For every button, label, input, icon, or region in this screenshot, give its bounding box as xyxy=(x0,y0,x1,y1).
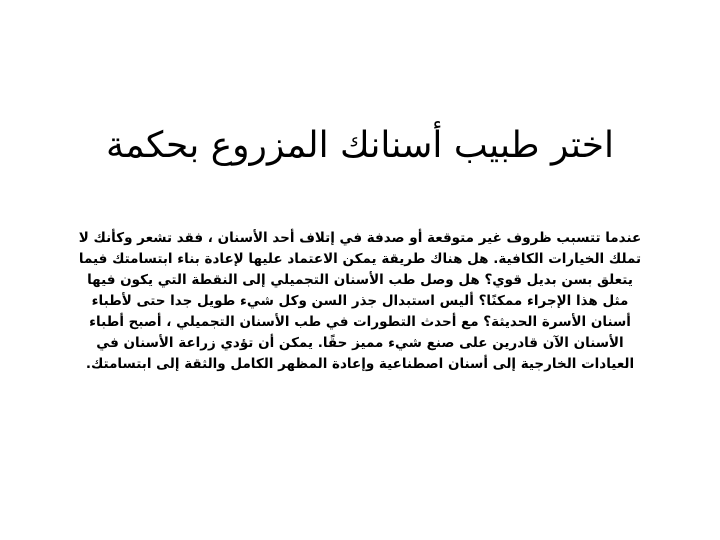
slide-title: اختر طبيب أسنانك المزروع بحكمة xyxy=(106,124,614,166)
slide-body-text: عندما تتسبب ظروف غير متوقعة أو صدفة في إتلاف أحد الأسنان ، فقد تشعر وكأنك لا تملك الخيارات الكافية. هل هناك طريقة يمكن الاعتماد عليها لإعادة بناء ابتسامتك فيما يتعلق بسن بديل قوي؟ هل وصل طب الأسنان التجميلي إلى النقطة التي يكون فيها مثل هذا الإجراء ممكنًا؟ أليس استبدال جذر السن وكل شيء طويل جدا حتى لأطباء أسنان الأسرة الحديثة؟ مع أحدث التطورات في طب الأسنان التجميلي ، أصبح أطباء الأسنان الآن قادرين على صنع شيء مميز حقًا. يمكن أن تؤدي زراعة الأسنان في العيادات الخارجية إلى أسنان اصطناعية وإعادة المظهر الكامل والثقة إلى ابتسامتك. xyxy=(78,229,642,372)
